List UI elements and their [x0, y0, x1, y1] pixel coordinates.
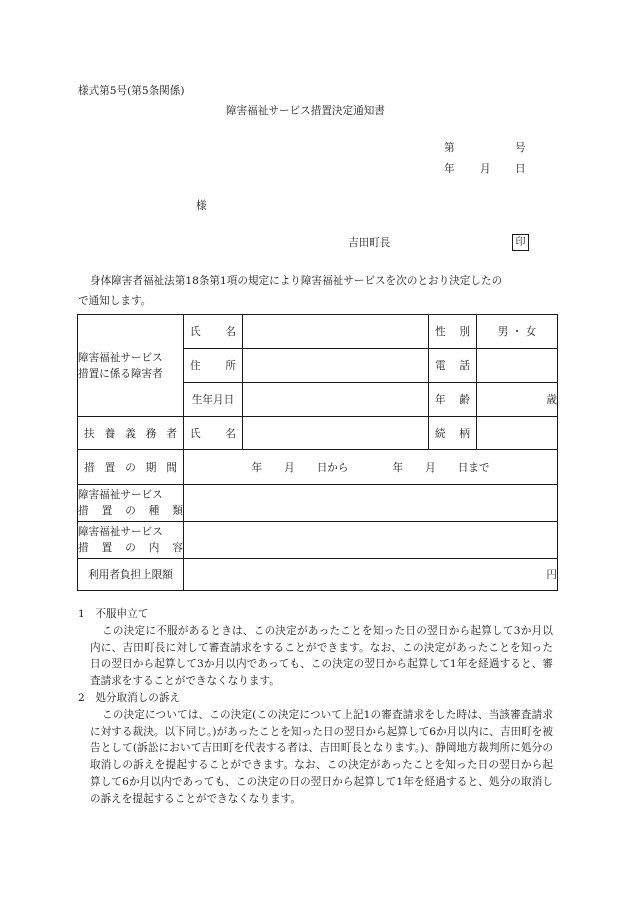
- note-2-heading: 2 処分取消しの訴え: [78, 691, 181, 704]
- address-field[interactable]: [243, 349, 429, 383]
- intro-line-1: 身体障害者福祉法第18条第1項の規定により障害福祉サービスを次のとおり決定したの: [90, 275, 503, 287]
- doc-number-prefix: 第: [444, 142, 455, 154]
- name-label: 氏 名: [184, 315, 243, 349]
- person-label: 障害福祉サービス 措置に係る障害者: [78, 315, 184, 417]
- note-1-heading: 1 不服申立て: [78, 608, 149, 620]
- intro-paragraph: [78, 271, 556, 311]
- gender-label: 性 別: [429, 315, 477, 349]
- limit-label: 利用者負担上限額: [78, 559, 184, 591]
- dob-field[interactable]: [243, 383, 429, 417]
- phone-field[interactable]: [477, 349, 558, 383]
- guardian-name-field[interactable]: [243, 417, 429, 450]
- gender-options[interactable]: 男 ・ 女: [477, 315, 558, 349]
- decision-table: [77, 314, 558, 591]
- addressee-suffix: 様: [196, 200, 207, 212]
- service-type-label: 障害福祉サービス 措 置 の 種 類: [78, 485, 184, 522]
- issuer-name: 吉田町長: [348, 237, 391, 249]
- age-label: 年 齢: [429, 383, 477, 417]
- age-field[interactable]: 歳: [477, 383, 558, 417]
- notes-section: [78, 606, 553, 808]
- service-content-field[interactable]: [184, 522, 558, 559]
- doc-number-suffix: 号: [515, 142, 526, 154]
- date-day: 日: [515, 163, 526, 175]
- note-1-body: この決定に不服があるときは、この決定があったことを知った日の翌日から起算して3か月以内に、吉田町長に対して審査請求をすることができます。なお、この決定があったことを知った日の翌日から起算して3か月以内であっても、この決定の翌日から起算して1年を経過すると、審査請求をすることができなくなります。: [90, 624, 553, 688]
- phone-label: 電 話: [429, 349, 477, 383]
- note-2-body: この決定については、この決定(この決定について上記1の審査請求をした時は、当該審査請求に対する裁決。以下同じ。)があったことを知った日の翌日から起算して6か月以内に、吉田町を被告として(訴訟において吉田町を代表する者は、吉田町長となります。)、静岡地方裁判所に処分の取消しの訴えを提起することができます。なお、この決定があったことを知った日の翌日から起算して6か月以内であっても、この決定の日の翌日から起算して1年を経過すると、処分の取消しの訴えを提起することができなくなります。: [90, 708, 553, 805]
- period-label: 措 置 の 期 間: [78, 450, 184, 485]
- date-month: 月: [480, 163, 491, 175]
- dob-label: 生年月日: [184, 383, 243, 417]
- service-content-label: 障害福祉サービス 措 置 の 内 容: [78, 522, 184, 559]
- period-field[interactable]: 年 月 日から 年 月 日まで: [184, 450, 558, 485]
- relation-label: 続 柄: [429, 417, 477, 450]
- seal-mark: 印: [512, 234, 529, 251]
- limit-field[interactable]: 円: [184, 559, 558, 591]
- service-type-field[interactable]: [184, 485, 558, 522]
- relation-field[interactable]: [477, 417, 558, 450]
- intro-line-2: で通知します。: [78, 295, 152, 307]
- document-title: 障害福祉サービス措置決定通知書: [226, 105, 385, 117]
- guardian-label: 扶 養 義 務 者: [78, 417, 184, 450]
- address-label: 住 所: [184, 349, 243, 383]
- name-field[interactable]: [243, 315, 429, 349]
- guardian-name-label: 氏 名: [184, 417, 243, 450]
- date-year: 年: [444, 163, 455, 175]
- form-number: 様式第5号(第5条関係): [78, 85, 185, 97]
